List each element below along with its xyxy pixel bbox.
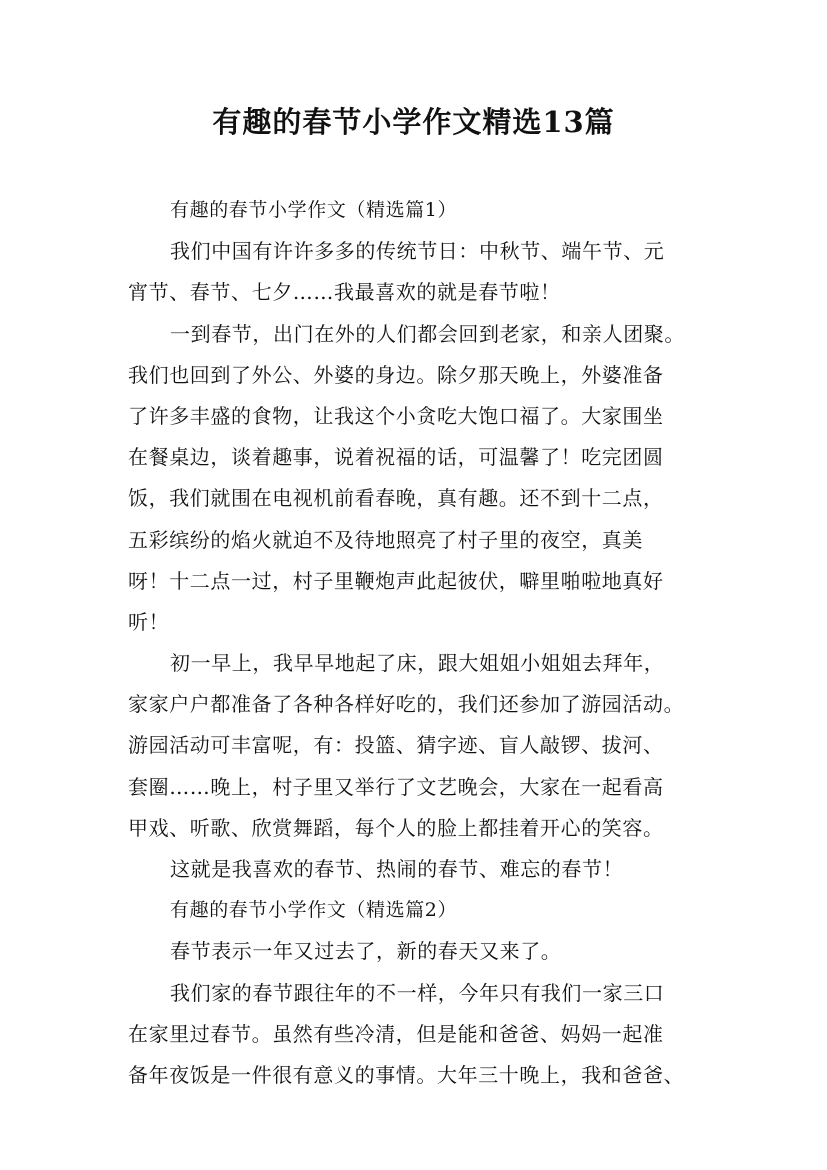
text-line: 套圈……晚上，村子里又举行了文艺晚会，大家在一起看高 bbox=[128, 774, 664, 799]
text-line: 在家里过春节。虽然有些冷清，但是能和爸爸、妈妈一起准 bbox=[128, 1021, 664, 1046]
text-line: 备年夜饭是一件很有意义的事情。大年三十晚上，我和爸爸、 bbox=[128, 1062, 685, 1087]
document-title: 有趣的春节小学作文精选13篇 bbox=[212, 105, 615, 139]
text-line: 这就是我喜欢的春节、热闹的春节、难忘的春节！ bbox=[170, 857, 624, 881]
text-line: 我们也回到了外公、外婆的身边。除夕那天晚上，外婆准备 bbox=[128, 362, 664, 387]
text-line: 饭，我们就围在电视机前看春晚，真有趣。还不到十二点， bbox=[128, 486, 664, 511]
text-line: 甲戏、听歌、欣赏舞蹈，每个人的脸上都挂着开心的笑容。 bbox=[128, 815, 664, 840]
text-line: 初一早上，我早早地起了床，跟大姐姐小姐姐去拜年， bbox=[170, 651, 665, 676]
text-line: 游园活动可丰富呢，有：投篮、猜字迹、盲人敲锣、拔河、 bbox=[128, 733, 664, 758]
section-heading: 有趣的春节小学作文（精选篇1） bbox=[170, 199, 458, 221]
text-line: 听！ bbox=[128, 609, 170, 634]
text-line: 在餐桌边，谈着趣事，说着祝福的话，可温馨了！吃完团圆 bbox=[128, 445, 664, 470]
text-line: 我们家的春节跟往年的不一样，今年只有我们一家三口 bbox=[170, 980, 665, 1005]
text-line: 一到春节，出门在外的人们都会回到老家，和亲人团聚。 bbox=[170, 321, 685, 346]
document-body bbox=[128, 190, 718, 1096]
text-line: 五彩缤纷的焰火就迫不及待地照亮了村子里的夜空，真美 bbox=[128, 527, 643, 552]
text-line: 春节表示一年又过去了，新的春天又来了。 bbox=[170, 939, 562, 964]
text-line: 家家户户都准备了各种各样好吃的，我们还参加了游园活动。 bbox=[128, 692, 685, 717]
text-line: 宵节、春节、七夕……我最喜欢的就是春节啦！ bbox=[128, 280, 561, 305]
text-line: 我们中国有许许多多的传统节日：中秋节、端午节、元 bbox=[170, 239, 665, 264]
text-line: 了许多丰盛的食物，让我这个小贪吃大饱口福了。大家围坐 bbox=[128, 403, 664, 428]
section-heading: 有趣的春节小学作文（精选篇2） bbox=[170, 899, 458, 922]
text-line: 呀！十二点一过，村子里鞭炮声此起彼伏，噼里啪啦地真好 bbox=[128, 568, 664, 593]
